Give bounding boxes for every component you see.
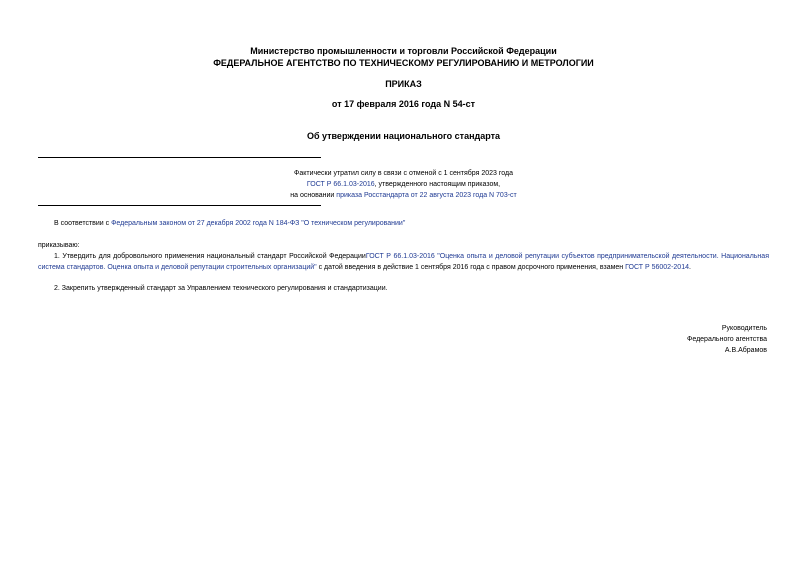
federal-law-link[interactable]: Федеральным законом от 27 декабря 2002 года N 184-ФЗ "О техническом регулировании": [111, 220, 406, 227]
gost-56002-link[interactable]: ГОСТ Р 56002-2014: [625, 264, 689, 271]
item-2-paragraph: 2. Закрепить утвержденный стандарт за Управлением технического регулирования и стандартизации.: [54, 285, 388, 292]
status-note-line3: на основании приказа Росстандарта от 22 августа 2023 года N 703-ст: [290, 192, 517, 199]
document-date: от 17 февраля 2016 года N 54-ст: [331, 99, 476, 109]
document-type: ПРИКАЗ: [385, 79, 422, 89]
signature-name: А.В.Абрамов: [724, 347, 767, 354]
status-note-line2: ГОСТ Р 66.1.03-2016, утвержденного настоящим приказом,: [306, 181, 501, 188]
ministry-name: Министерство промышленности и торговли Российской Федерации: [250, 46, 557, 56]
divider-top: [38, 157, 321, 158]
item-1-paragraph: 1. Утвердить для добровольного применения национальный стандарт Российской ФедерацииГОСТ Р 66.1.03-2016 "Оценка опыта и деловой репутации субъектов предпринимательской деятельности. Национальная система стандартов. Оценка опыта и деловой репутации строительных организаций" с датой введения в действие 1 сентября 2016 года с правом досрочного применения, взамен ГОСТ Р 56002-2014.: [38, 253, 769, 271]
gost-link[interactable]: ГОСТ Р 66.1.03-2016: [306, 181, 375, 188]
rosstandart-order-link[interactable]: приказа Росстандарта от 22 августа 2023 года N 703-ст: [336, 192, 517, 199]
orders-label: приказываю:: [38, 242, 80, 249]
divider-bottom: [38, 205, 321, 206]
signature-title1: Руководитель: [721, 325, 767, 332]
signature-title2: Федерального агентства: [687, 336, 767, 343]
gost-66-link[interactable]: ГОСТ Р 66.1.03-2016 "Оценка опыта и деловой репутации субъектов предпринимательской деятельности. Национальная система стандартов. Оценка опыта и деловой репутации строительных организаций": [38, 253, 769, 271]
status-note-line1: Фактически утратил силу в связи с отменой с 1 сентября 2023 года: [294, 170, 513, 177]
agency-name: ФЕДЕРАЛЬНОЕ АГЕНТСТВО ПО ТЕХНИЧЕСКОМУ РЕГУЛИРОВАНИЮ И МЕТРОЛОГИИ: [213, 58, 594, 68]
document-subject: Об утверждении национального стандарта: [306, 131, 501, 141]
intro-paragraph: В соответствии с Федеральным законом от 27 декабря 2002 года N 184-ФЗ "О техническом регулировании": [54, 220, 406, 227]
